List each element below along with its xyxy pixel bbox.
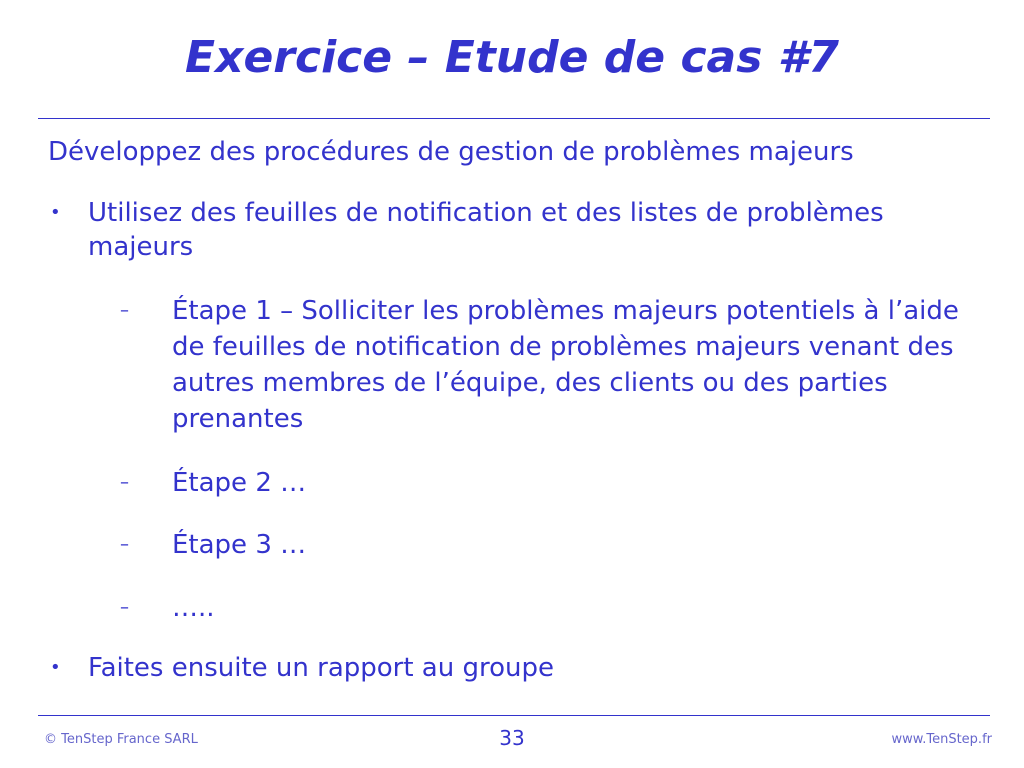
page-number: 33	[499, 726, 525, 750]
footer-divider	[38, 715, 990, 716]
sub-item-marker: –	[120, 472, 129, 493]
bullet-marker: •	[50, 657, 61, 678]
bullet-text: Faites ensuite un rapport au groupe	[88, 653, 554, 683]
sub-item-marker: –	[120, 300, 129, 321]
footer-website: www.TenStep.fr	[891, 732, 992, 747]
sub-item-marker: –	[120, 534, 129, 555]
sub-item-text: Étape 2 …	[172, 468, 307, 498]
bullet-marker: •	[50, 202, 61, 223]
sub-item-text: …..	[172, 593, 215, 623]
footer-copyright: © TenStep France SARL	[44, 732, 198, 747]
intro-text: Développez des procédures de gestion de problèmes majeurs	[48, 137, 854, 167]
slide-title: Exercice – Etude de cas #7	[185, 32, 839, 83]
sub-item-marker: –	[120, 597, 129, 618]
bullet-text: Utilisez des feuilles de notification et des listes de problèmes majeurs	[88, 198, 884, 262]
title-divider	[38, 118, 990, 119]
sub-item-text: Étape 1 – Solliciter les problèmes majeurs potentiels à l’aide de feuilles de notification de problèmes majeurs venant des autres membres de l’équipe, des clients ou des parties prenantes	[172, 296, 959, 434]
sub-item-text: Étape 3 …	[172, 530, 307, 560]
